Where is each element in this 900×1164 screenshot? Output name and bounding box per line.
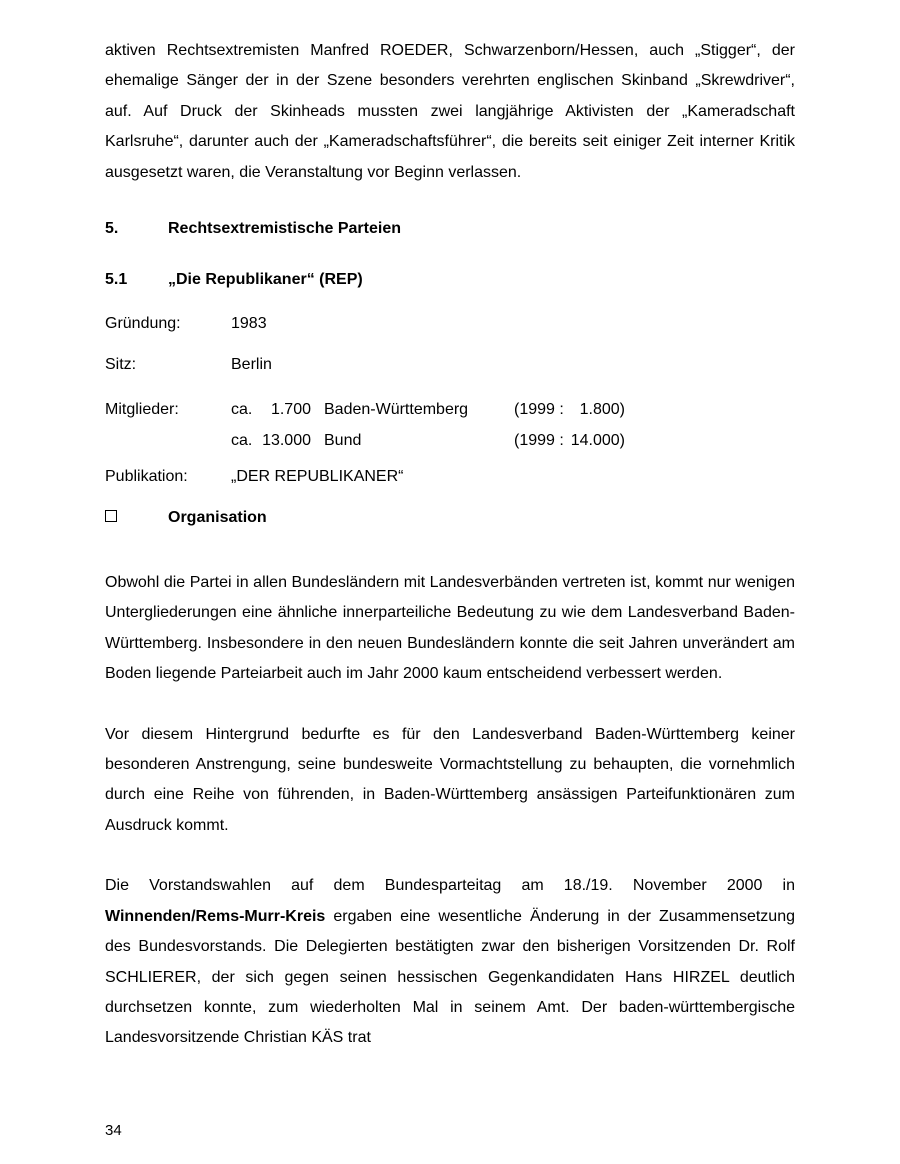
paragraph-3-pre: Die Vorstandswahlen auf dem Bundesparteitag am 18./19. November 2000 in — [105, 877, 795, 895]
paragraph-organisation-3 — [105, 871, 795, 1053]
fact-sitz — [105, 354, 795, 375]
mitglieder-prefix: ca. — [231, 431, 253, 449]
fact-publikation — [105, 466, 795, 487]
mitglieder-scope: Baden-Württemberg — [324, 401, 469, 419]
page-number: 34 — [105, 1122, 122, 1139]
section-title: Rechtsextremistische Parteien — [168, 220, 401, 238]
mitglieder-prefix: ca. — [231, 401, 253, 419]
mitglieder-year-label: (1999 : — [514, 431, 564, 449]
fact-label-publikation: Publikation: — [105, 468, 188, 486]
paragraph-3-post: ergaben eine wesentliche Änderung in der Zusammensetzung des Bundesvorstands. Die Delegierten bestätigten zwar den bisherigen Vorsitzenden Dr. Rolf SCHLIERER, der sich gegen seinen hessischen Gegenkandidaten Hans HIRZEL deutlich durchsetzen konnte, zum wiederholten Mal in seinem Amt. Der baden-württembergische Landesvorsitzende Christian KÄS trat — [105, 907, 795, 1047]
fact-gruendung — [105, 313, 795, 334]
mitglieder-rows — [231, 395, 795, 456]
fact-label-mitglieder: Mitglieder: — [105, 401, 179, 419]
subsection-heading — [105, 269, 795, 291]
paragraph-organisation-1: Obwohl die Partei in allen Bundesländern mit Landesverbänden vertreten ist, kommt nur wenigen Untergliederungen eine ähnliche innerparteiliche Bedeutung zu wie dem Landesverband Baden-Württemberg. Insbesondere in den neuen Bundesländern konnte die seit Jahren unverändert am Boden liegende Parteiarbeit auch im Jahr 2000 kaum entscheidend verbessert werden. — [105, 574, 795, 683]
fact-label-sitz: Sitz: — [105, 356, 137, 374]
mitglieder-year-value: 14.000) — [570, 431, 625, 449]
section-heading — [105, 218, 795, 240]
mitglieder-row-bw — [231, 395, 795, 426]
mitglieder-number: 13.000 — [262, 431, 311, 449]
section-number: 5. — [105, 220, 119, 238]
square-bullet-icon — [105, 510, 117, 522]
subsection-number: 5.1 — [105, 271, 128, 289]
fact-label-gruendung: Gründung: — [105, 315, 181, 333]
paragraph-3-bold-winnenden: Winnenden/Rems-Murr-Kreis — [105, 907, 326, 925]
bullet-column — [105, 507, 168, 528]
intro-paragraph: aktiven Rechtsextremisten Manfred ROEDER, Schwarzenborn/Hessen, auch „Stigger“, der ehemalige Sänger der in der Szene besonders verehrten englischen Skinband „Skrewdriver“, auf. Auf Druck der Skinheads mussten zwei langjährige Aktivisten der „Kameradschaft Karlsruhe“, darunter auch der „Kameradschaftsführer“, die bereits seit einiger Zeit interner Kritik ausgesetzt waren, die Veranstaltung vor Beginn verlassen. — [105, 42, 795, 181]
mitglieder-number: 1.700 — [270, 401, 311, 419]
mitglieder-row-bund — [231, 426, 795, 457]
fact-value-publikation: „DER REPUBLIKANER“ — [231, 468, 404, 486]
fact-mitglieder — [105, 395, 795, 456]
organisation-heading-label: Organisation — [168, 509, 267, 527]
fact-value-sitz: Berlin — [231, 356, 272, 374]
mitglieder-year-label: (1999 : — [514, 401, 564, 419]
organisation-heading — [105, 507, 795, 528]
paragraph-organisation-2: Vor diesem Hintergrund bedurfte es für den Landesverband Baden-Württemberg keiner besonderen Anstrengung, seine bundesweite Vormachtstellung zu behaupten, die vornehmlich durch eine Reihe von führenden, in Baden-Württemberg ansässigen Parteifunktionären zum Ausdruck kommt. — [105, 725, 795, 834]
mitglieder-year-value: 1.800) — [579, 401, 625, 419]
subsection-title: „Die Republikaner“ (REP) — [168, 271, 363, 289]
fact-value-gruendung: 1983 — [231, 315, 267, 333]
mitglieder-scope: Bund — [324, 431, 362, 449]
